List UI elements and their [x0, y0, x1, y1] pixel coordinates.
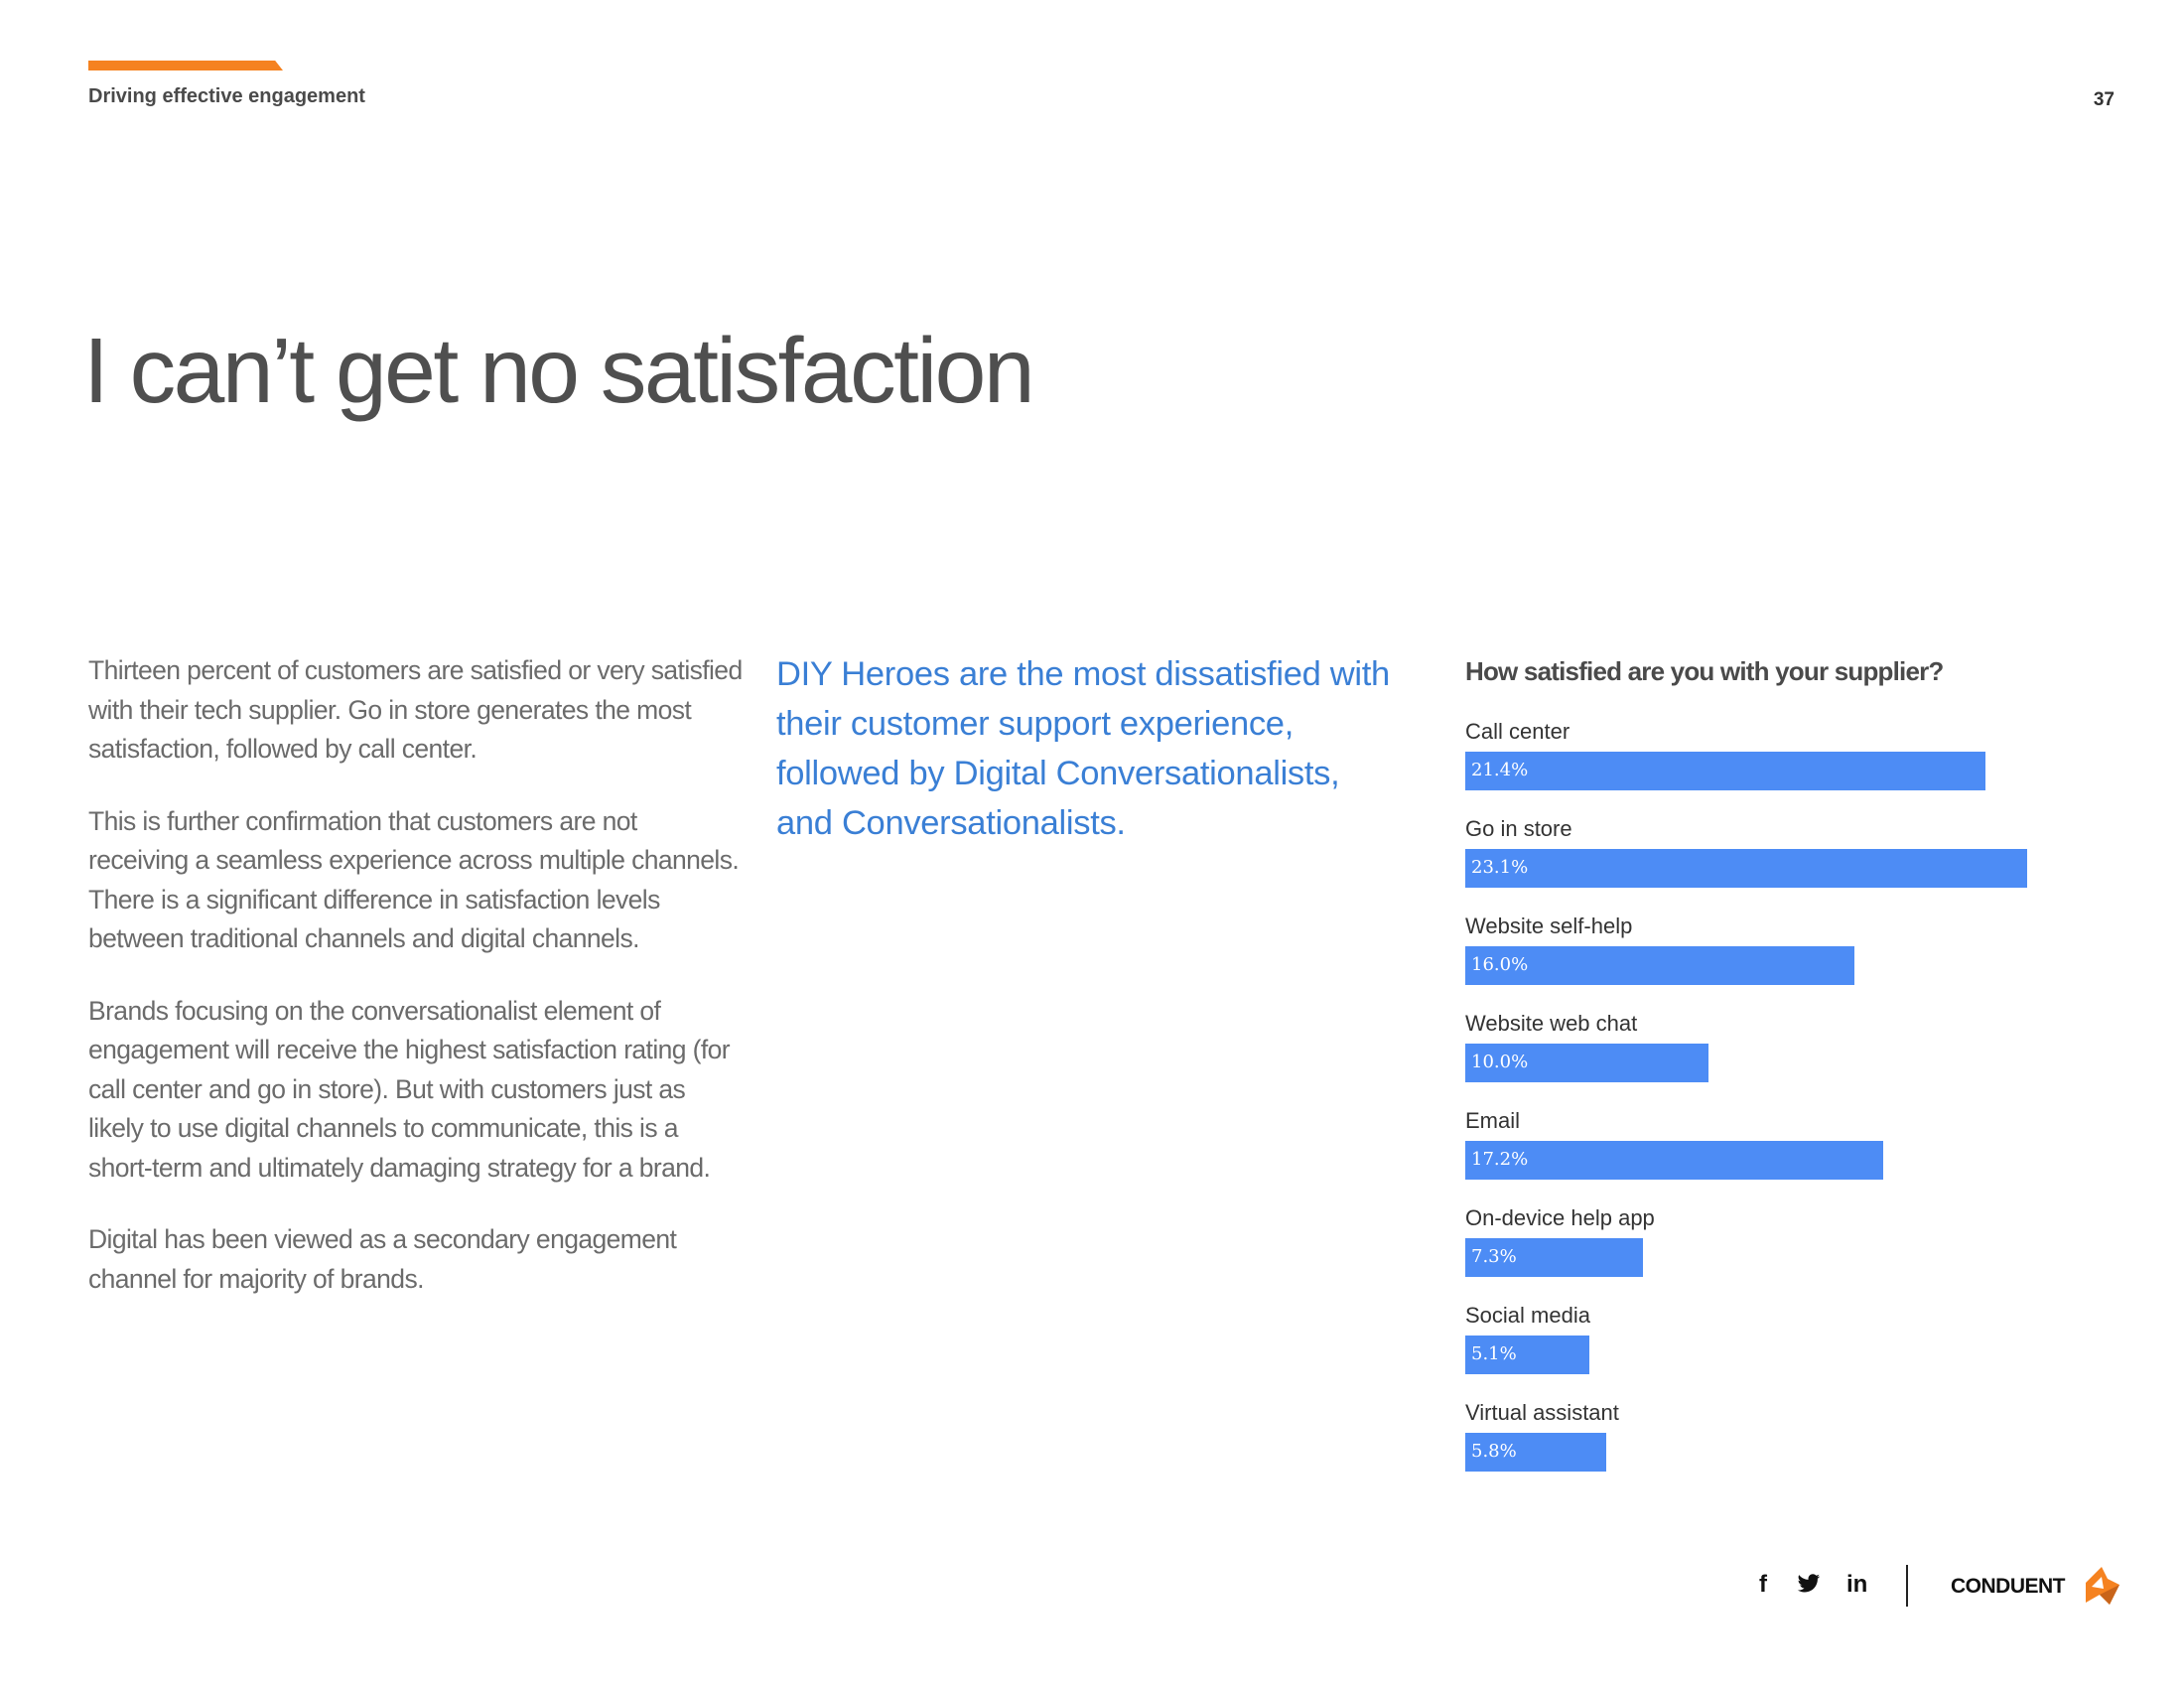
twitter-icon[interactable]	[1797, 1573, 1821, 1601]
bar-value-label: 23.1%	[1471, 857, 1529, 878]
category-label: Go in store	[1465, 816, 1572, 841]
category-label: Virtual assistant	[1465, 1400, 1619, 1425]
chart-row	[1465, 1203, 2081, 1301]
chart-row	[1465, 814, 2081, 912]
category-label: Email	[1465, 1108, 1521, 1133]
body-text-column	[88, 651, 744, 1332]
bar	[1465, 1238, 1643, 1277]
facebook-icon[interactable]: f	[1759, 1571, 1767, 1598]
page-title: I can’t get no satisfaction	[83, 319, 1033, 423]
chart-row	[1465, 1106, 2081, 1203]
body-paragraph: Digital has been viewed as a secondary engagement channel for majority of brands.	[88, 1224, 677, 1294]
page-number: 37	[2093, 89, 2115, 110]
linkedin-icon[interactable]: in	[1846, 1571, 1868, 1598]
category-label: Call center	[1465, 719, 1570, 744]
header-accent-bar	[88, 61, 283, 70]
bar	[1465, 1336, 1589, 1374]
chart-title: How satisfied are you with your supplier?	[1465, 656, 1944, 686]
bar	[1465, 1044, 1708, 1082]
bar-value-label: 10.0%	[1471, 1052, 1529, 1072]
bar-value-label: 7.3%	[1471, 1246, 1517, 1267]
body-paragraph: Thirteen percent of customers are satisfied or very satisfied with their tech supplier. Go in store generates the most satisfaction, followed by call center.	[88, 655, 743, 764]
chart-row	[1465, 1301, 2081, 1398]
chart-row	[1465, 717, 2081, 814]
body-paragraph: This is further confirmation that customers are not receiving a seamless experience across multiple channels. There is a significant difference in satisfaction levels between traditional channels and digital channels.	[88, 805, 740, 953]
bar	[1465, 752, 1985, 790]
bar	[1465, 849, 2027, 888]
category-label: Website web chat	[1465, 1011, 1638, 1036]
bar-value-label: 5.8%	[1471, 1441, 1517, 1462]
chart-row	[1465, 912, 2081, 1009]
footer	[1747, 1563, 2124, 1613]
section-label: Driving effective engagement	[88, 85, 365, 107]
bar	[1465, 1433, 1606, 1472]
bar-value-label: 5.1%	[1471, 1343, 1517, 1364]
category-label: Website self-help	[1465, 914, 1633, 938]
category-label: On-device help app	[1465, 1205, 1655, 1230]
chart-rows	[1465, 717, 2081, 1495]
chart-row	[1465, 1398, 2081, 1495]
bar-value-label: 16.0%	[1471, 954, 1529, 975]
category-label: Social media	[1465, 1303, 1590, 1328]
pull-quote: DIY Heroes are the most dissatisfied with their customer support experience, followed by Digital Conversationalists, and Conversationalists.	[776, 655, 1390, 842]
chart-row	[1465, 1009, 2081, 1106]
conduent-logo-icon	[2080, 1563, 2125, 1614]
body-paragraph: Brands focusing on the conversationalist element of engagement will receive the highest satisfaction rating (for call center and go in store). But with customers just as likely to use digital channels to communicate, this is a short-term and ultimately damaging strategy for a brand.	[88, 995, 731, 1183]
brand-name: CONDUENT	[1951, 1575, 2065, 1598]
bar-value-label: 17.2%	[1471, 1149, 1529, 1170]
bar-value-label: 21.4%	[1471, 760, 1529, 780]
satisfaction-bar-chart	[1465, 653, 2081, 1477]
bar	[1465, 946, 1854, 985]
footer-divider	[1906, 1565, 1908, 1607]
bar	[1465, 1141, 1883, 1180]
